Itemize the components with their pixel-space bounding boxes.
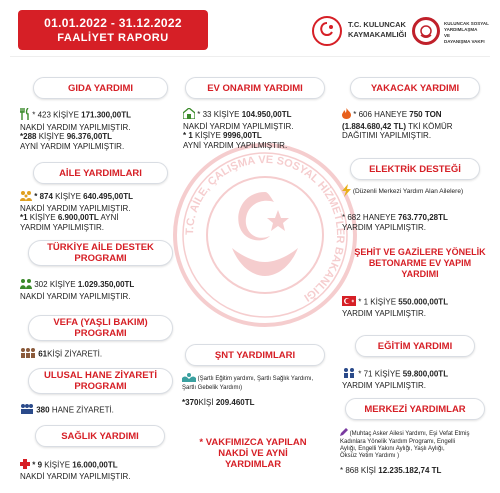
sehit-count: * 1 [358,297,371,307]
merkezi-details [340,428,500,476]
saglik-unit: KİŞİYE [44,460,73,470]
sehit-unit: KİŞİYE [370,297,399,307]
vefa-text: KİŞİ ZİYARETİ. [47,349,103,359]
elektrik-title-pill [350,158,480,180]
aile-amount: 640.495,00TL [83,191,133,201]
snt-desc-l2: Şartlı Gebelik Yardımı) [182,385,243,391]
egitim-title-pill [355,335,475,357]
aile-line4: YARDIM YAPILMIŞTIR. [20,222,105,232]
vefa-title-pill [28,315,173,341]
sehit-title-l2: BETONARME EV YAPIM [368,258,472,268]
pen-document-icon [340,428,348,439]
snt-title: ŞNT YARDIMLARI [214,349,296,361]
yakacak-count: * 606 [353,109,375,119]
vakif-logo [412,14,500,48]
yakacak-title: YAKACAK YARDIMI [370,82,460,94]
yakacak-line3: DAĞITIMI YAPILMIŞTIR. [342,131,432,140]
people-group-icon [20,278,32,292]
saglik-amount: 16.000,00TL [72,460,118,470]
saglik-count: * 9 [32,460,45,470]
turkiye-title-pill [28,240,173,266]
helping-hands-icon [182,372,196,385]
sehit-amount: 550.000,00TL [398,297,449,307]
family-icon [20,190,32,204]
ev-line4: AYNİ YARDIM YAPILMIŞTIR. [183,140,288,150]
sehit-title-l1: ŞEHİT VE GAZİLERE YÖNELİK [354,247,486,257]
elderly-people-icon [20,348,36,361]
saglik-title: SAĞLIK YARDIMI [61,430,139,442]
gida-unit: KİŞİYE [53,110,82,120]
aile-suffix: AYNİ [98,213,119,222]
merkezi-desc-l1: (Muhtaç Asker Ailesi Yardımı, Eşi Vefat Etmiş [349,431,470,438]
logo1-line1: T.C. KULUNCAK [348,20,406,29]
ulusal-count: 380 [36,405,50,415]
ev-count: * 33 [197,109,214,119]
ev-title-pill [185,77,325,99]
merkezi-desc-l3: Aylığı, Engelli Yakını Aylığı, Yaşlı Aylığı, [340,446,445,452]
merkezi-title: MERKEZİ YARDIMLAR [364,403,466,415]
ev-line2: NAKDİ YARDIM YAPILMIŞTIR. [183,121,294,131]
vakfimizca-l2: NAKDİ VE AYNİ [218,448,288,459]
ev-details [183,108,343,150]
aile-count: * 874 [34,191,56,201]
turkiye-amount: 1.029.350,00TL [77,279,135,289]
gida-title: GIDA YARDIMI [67,82,134,94]
saglik-details [20,459,190,481]
ev-unit: KİŞİYE [213,109,242,119]
vefa-title-l1: VEFA (YAŞLI BAKIM) [53,317,148,328]
report-title: FAALİYET RAPORU [57,32,169,44]
merkezi-desc-l2: Kadınlara Yönelik Yardım Programı, Engelli [340,439,456,445]
elektrik-line2: YARDIM YAPILMIŞTIR. [342,222,427,232]
turkiye-count: 302 [34,279,50,289]
date-range: 01.01.2022 - 31.12.2022 [44,16,182,30]
sehit-title [340,247,500,280]
merkezi-count: * 868 [340,466,361,475]
egitim-title: EĞİTİM YARDIMI [377,340,453,352]
gida-line2: NAKDİ YARDIM YAPILMIŞTIR. [20,122,131,132]
merkezi-desc-l4: Öksüz Yetim Yardımı ) [340,453,400,459]
sehit-details [342,296,500,318]
health-cross-icon [20,459,30,472]
ev-amount: 104.950,00TL [241,109,292,119]
vakif-emblem-icon [412,17,440,45]
merkezi-title-pill [345,398,485,420]
ministry-watermark-icon [170,140,360,330]
sehit-title-l3: YARDIMI [401,269,439,279]
watermark-ring-text: T.C. AİLE, ÇALIŞMA VE SOSYAL HİZMETLER BAKANLIĞI [183,153,347,304]
logo2-line2: YARDIMLAŞMA [444,27,478,32]
aile-line2: NAKDİ YARDIM YAPILMIŞTIR. [20,203,131,213]
ulusal-text: HANE ZİYARETİ. [49,405,114,415]
aile-amount2: 6.900,00TL [57,213,99,222]
egitim-line2: YARDIM YAPILMIŞTIR. [342,380,427,390]
kaymakamlik-logo [312,14,412,48]
gida-amount2: 96.376,00TL [66,132,113,141]
aile-unit: KİŞİYE [55,191,84,201]
vakfimizca-l1: * VAKFIMIZCA YAPILAN [199,437,307,448]
egitim-unit: KİŞİYE [374,369,403,379]
lightning-icon [342,184,351,199]
elektrik-desc: (Düzenli Merkezi Yardım Alan Ailelere) [352,188,464,196]
egitim-details [342,368,500,390]
aile-count2: *1 [20,213,30,222]
gida-title-pill [33,77,168,99]
ev-unit2: KİŞİYE [195,131,224,140]
merkezi-amount: 12.235.182,74 TL [378,466,442,475]
school-children-icon [342,368,356,381]
elektrik-title: ELEKTRİK DESTEĞİ [369,163,461,175]
elektrik-unit: HANEYE [362,213,399,222]
turkiye-title-l2: PROGRAMI [74,253,127,264]
elektrik-count: * 682 [342,213,361,222]
yakacak-title-pill [350,77,480,99]
turkiye-details [20,278,195,301]
yakacak-details [342,108,500,141]
ulusal-title-l2: PROGRAMI [74,381,127,392]
turkiye-title-l1: TÜRKİYE AİLE DESTEK [47,242,154,253]
vefa-title-l2: PROGRAMI [74,328,127,339]
ulusal-details [20,404,190,417]
kaymakamlik-emblem-icon [312,16,342,46]
yakacak-amount: 750 TON [409,109,442,119]
snt-unit: KİŞİ [198,398,216,407]
vakfimizca-title [178,437,328,470]
saglik-title-pill [35,425,165,447]
fire-icon [342,108,351,122]
turkish-flag-icon [342,296,356,309]
snt-amount: 209.460TL [215,398,255,407]
sehit-line2: YARDIM YAPILMIŞTIR. [342,308,427,318]
snt-count: *370 [182,398,199,407]
aile-title: AİLE YARDIMLARI [59,167,142,179]
logo2-line3: VE [444,33,451,38]
elektrik-details [342,184,500,232]
snt-desc-l1: (Şartlı Eğitim yardımı, Şartlı Sağlık Yardımı, [197,376,314,383]
elektrik-amount: 763.770,28TL [398,213,448,222]
ev-amount2: 9996,00TL [223,131,262,140]
header-divider [10,56,490,57]
aile-unit2: KİŞİYE [29,213,58,222]
yakacak-text: TKİ KÖMÜR [406,121,453,131]
ev-title: EV ONARIM YARDIMI [207,82,303,94]
gida-count: * 423 [32,110,54,120]
egitim-count: * 71 [358,369,375,379]
snt-details [182,372,342,408]
aile-details [20,190,190,232]
saglik-line2: NAKDİ YARDIM YAPILMIŞTIR. [20,471,131,481]
snt-title-pill [185,344,325,366]
turkiye-line2: NAKDİ YARDIM YAPILMIŞTIR. [20,291,131,301]
house-repair-icon [183,108,195,122]
people-visit-icon [20,404,34,417]
merkezi-unit: KİŞİ [360,466,379,475]
report-header-band [18,10,208,50]
gida-count2: *288 [20,132,39,141]
aile-title-pill [33,162,168,184]
vakfimizca-l3: YARDIMLAR [224,459,282,470]
gida-unit2: KİŞİYE [38,132,67,141]
yakacak-unit: HANEYE [374,109,410,119]
egitim-amount: 59.800,00TL [402,369,449,379]
gida-details [20,108,190,151]
gida-amount: 171.300,00TL [81,110,131,120]
ulusal-title-l1: ULUSAL HANE ZİYARETİ [44,370,157,381]
logo2-line4: DAYANIŞMA VAKFI [444,39,485,44]
ulusal-title-pill [28,368,173,394]
vefa-count: 61 [38,349,48,359]
vefa-details [20,348,190,361]
logo2-line1: KULUNCAK SOSYAL [444,21,489,26]
logo1-line2: KAYMAKAMLIĞI [348,30,407,39]
ev-count2: * 1 [183,131,196,140]
yakacak-tl-amount: (1.884.680,42 TL) [342,121,407,131]
gida-line4: AYNİ YARDIM YAPILMIŞTIR. [20,141,125,151]
turkiye-unit: KİŞİYE [49,279,78,289]
fork-knife-icon [20,108,30,123]
